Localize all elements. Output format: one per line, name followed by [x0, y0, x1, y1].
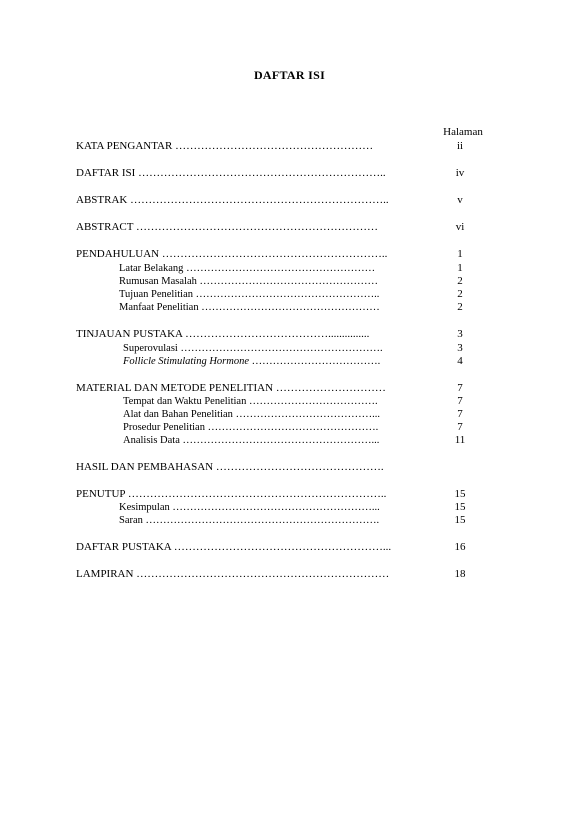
toc-entry: [0, 342, 579, 355]
toc-leader-dots: ………………………………………………: [183, 263, 376, 274]
toc-entry: [0, 194, 579, 207]
toc-leader-dots: ……………………………………………: [198, 302, 380, 313]
toc-leader-dots: ……………………………………………………………..: [127, 194, 389, 206]
page-column-header: Halaman: [443, 126, 483, 138]
toc-entry-label: [123, 395, 378, 408]
toc-entry: [0, 488, 579, 501]
toc-leader-dots: ……………………………………………………..: [159, 248, 388, 260]
toc-entry-label: [119, 275, 378, 288]
toc-entry-label: [76, 541, 391, 554]
toc-entry-label: [76, 488, 386, 501]
toc-page-number: 15: [454, 501, 466, 513]
toc-page-number: iv: [455, 167, 465, 179]
toc-entry-title: Manfaat Penelitian: [119, 302, 199, 313]
toc-entry: [0, 275, 579, 288]
toc-entry-label: [119, 288, 379, 301]
toc-leader-dots: ……………………………….: [249, 356, 381, 367]
toc-page-number: 3: [457, 328, 463, 340]
toc-page-number: v: [457, 194, 463, 206]
toc-entry-label: [123, 421, 378, 434]
toc-entry: [0, 301, 579, 314]
toc-leader-dots: ……………………………………………………………..: [125, 488, 387, 500]
toc-leader-dots: ………………………………………………: [172, 140, 374, 152]
toc-entry-label: [119, 262, 375, 275]
toc-page-number: 7: [457, 382, 463, 394]
toc-page-number: 1: [457, 262, 463, 274]
toc-entry-label: [76, 221, 378, 234]
toc-entry-title: Follicle Stimulating Hormone: [123, 356, 249, 367]
toc-page-number: 15: [454, 514, 466, 526]
toc-entry-label: [76, 167, 386, 180]
toc-leader-dots: ………………………………………….: [204, 422, 379, 433]
toc-entry-title: Saran: [119, 515, 143, 526]
toc-leader-dots: ………………………………………………...: [179, 435, 380, 446]
toc-entry-title: KATA PENGANTAR: [76, 140, 173, 152]
toc-entry-title: Analisis Data: [123, 435, 180, 446]
toc-entry: [0, 514, 579, 527]
toc-page-number: 16: [454, 541, 466, 553]
toc-entry-label: [123, 342, 383, 355]
toc-entry: [0, 395, 579, 408]
toc-entry-label: [123, 434, 379, 447]
toc-entry-label: [119, 301, 380, 314]
toc-leader-dots: …………………………: [273, 382, 386, 394]
toc-entry: [0, 421, 579, 434]
toc-entry: [0, 382, 579, 395]
toc-entry: [0, 288, 579, 301]
toc-leader-dots: …………………………………...............: [182, 328, 370, 340]
toc-entry-title: MATERIAL DAN METODE PENELITIAN: [76, 382, 274, 394]
toc-entry-title: Tujuan Penelitian: [119, 289, 193, 300]
toc-page-number: 7: [457, 408, 463, 420]
toc-entry-title: ABSTRAK: [76, 194, 128, 206]
toc-leader-dots: ………………………………………………….: [177, 343, 383, 354]
toc-entry-title: DAFTAR ISI: [76, 167, 136, 179]
toc-entry-title: ABSTRACT: [76, 221, 134, 233]
toc-entry: [0, 568, 579, 581]
toc-entry-title: TINJAUAN PUSTAKA: [76, 328, 183, 340]
toc-entry-title: Tempat dan Waktu Penelitian: [123, 396, 247, 407]
toc-entry: [0, 328, 579, 341]
toc-page-number: 4: [457, 355, 463, 367]
toc-leader-dots: …………………………………………………...: [169, 502, 380, 513]
toc-leader-dots: ……………………………………………: [196, 276, 378, 287]
toc-entry: [0, 541, 579, 554]
toc-entry-label: [76, 568, 389, 581]
toc-entry-label: [123, 355, 380, 368]
toc-entry-label: [76, 382, 386, 395]
toc-entry: [0, 501, 579, 514]
toc-entry-title: Latar Belakang: [119, 263, 184, 274]
toc-entry-label: [76, 248, 387, 261]
toc-entry: [0, 248, 579, 261]
toc-entry-title: PENUTUP: [76, 488, 126, 500]
toc-entry-label: [76, 461, 384, 474]
toc-entry-label: [76, 328, 369, 341]
toc-page-number: 1: [457, 248, 463, 260]
toc-page-number: 18: [454, 568, 466, 580]
page-title: DAFTAR ISI: [253, 68, 326, 82]
toc-entry: [0, 355, 579, 368]
toc-leader-dots: …………………………………………………………..: [135, 167, 386, 179]
toc-page-number: 2: [457, 275, 463, 287]
toc-entry-label: [123, 408, 380, 421]
toc-leader-dots: ……………………………………….: [213, 461, 384, 473]
toc-entry-title: DAFTAR PUSTAKA: [76, 541, 172, 553]
toc-leader-dots: …………………………………...: [232, 409, 380, 420]
toc-leader-dots: ……………………………………………………………: [133, 568, 390, 580]
toc-page-number: 2: [457, 301, 463, 313]
toc-entry: [0, 167, 579, 180]
toc-page-number: 7: [457, 421, 463, 433]
toc-entry-title: Kesimpulan: [119, 502, 170, 513]
toc-page-number: 2: [457, 288, 463, 300]
toc-entry: [0, 262, 579, 275]
toc-entry-label: [119, 501, 380, 514]
toc-entry-label: [76, 194, 389, 207]
toc-leader-dots: ………………………………………………………….: [142, 515, 380, 526]
toc-page-number: 11: [454, 434, 466, 446]
toc-leader-dots: ……………………………………………..: [193, 289, 380, 300]
toc-entry-title: Prosedur Penelitian: [123, 422, 205, 433]
toc-entry-title: Alat dan Bahan Penelitian: [123, 409, 233, 420]
toc-entry-title: LAMPIRAN: [76, 568, 134, 580]
toc-leader-dots: ……………………………….: [246, 396, 378, 407]
toc-page-number: 15: [454, 488, 466, 500]
toc-entry-title: PENDAHULUAN: [76, 248, 160, 260]
toc-leader-dots: …………………………………………………………: [133, 221, 379, 233]
toc-entry-title: HASIL DAN PEMBAHASAN: [76, 461, 214, 473]
toc-entry: [0, 461, 579, 474]
toc-entry: [0, 221, 579, 234]
toc-entry-label: [76, 140, 373, 153]
toc-leader-dots: …………………………………………………...: [171, 541, 392, 553]
toc-entry-title: Rumusan Masalah: [119, 276, 197, 287]
toc-page-number: ii: [456, 140, 464, 152]
toc-page-number: 7: [457, 395, 463, 407]
toc-page-number: vi: [455, 221, 465, 233]
toc-entry: [0, 140, 579, 153]
toc-entry: [0, 408, 579, 421]
toc-entry-title: Superovulasi: [123, 343, 178, 354]
toc-entry-label: [119, 514, 379, 527]
toc-entry: [0, 434, 579, 447]
toc-page-number: 3: [457, 342, 463, 354]
